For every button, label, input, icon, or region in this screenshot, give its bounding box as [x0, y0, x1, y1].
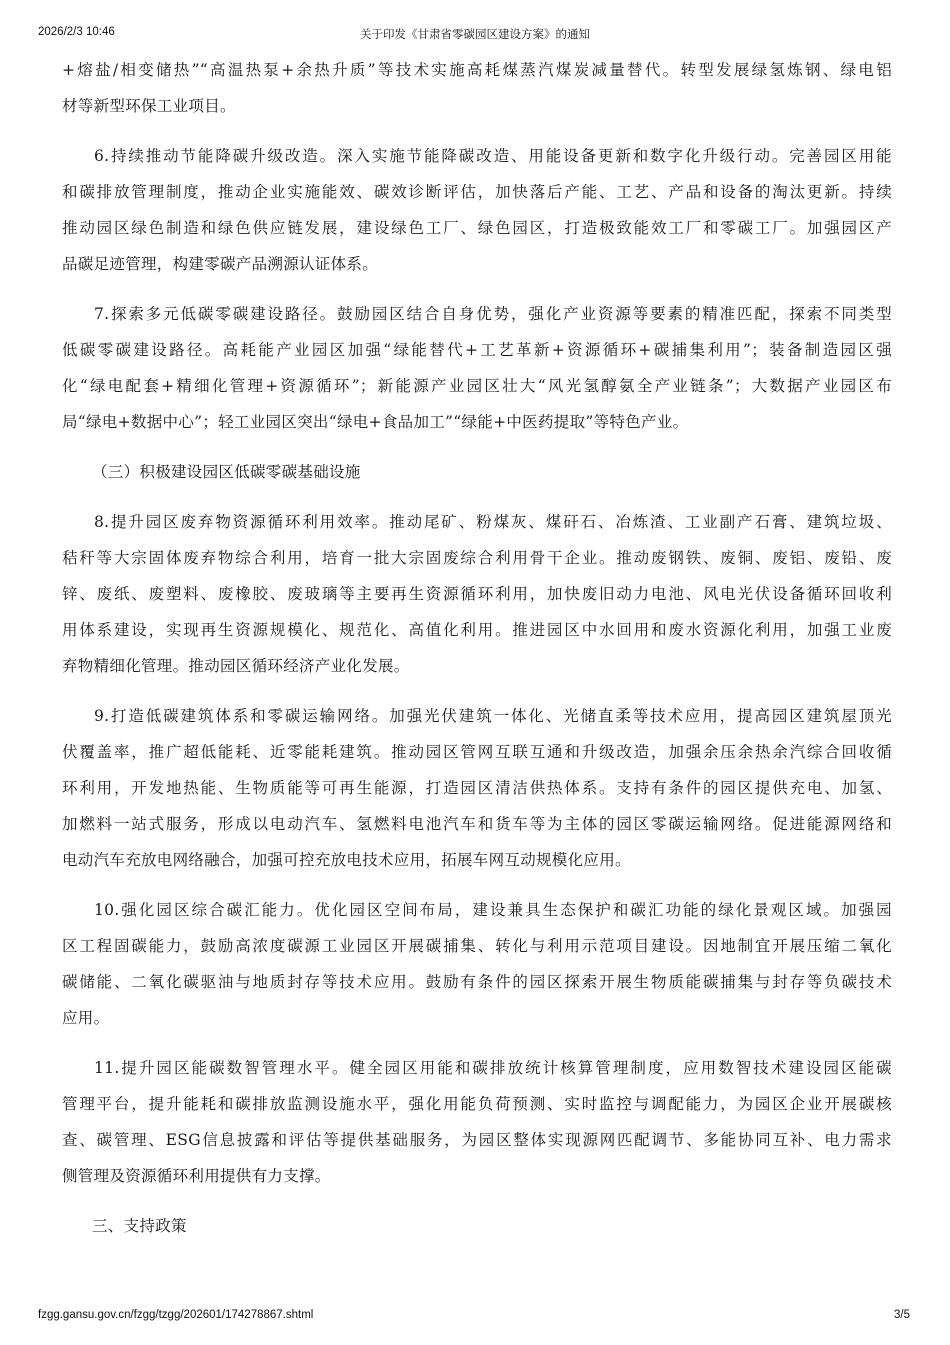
text-line: 环利用，开发地热能、生物质能等可再生能源，打造园区清洁供热体系。支持有条件的园区提供充电、加氢、 — [62, 779, 892, 797]
text-line: 秸秆等大宗固体废弃物综合利用，培育一批大宗固废综合利用骨干企业。推动废钢铁、废铜、废铝、废铅、废 — [62, 549, 892, 567]
text-line: 加燃料一站式服务，形成以电动汽车、氢燃料电池汽车和货车等为主体的园区零碳运输网络。促进能源网络和 — [62, 815, 892, 833]
text-line: 7.探索多元低碳零碳建设路径。鼓励园区结合自身优势，强化产业资源等要素的精准匹配，探索不同类型 — [94, 305, 892, 323]
paragraph-item-6 — [62, 138, 892, 282]
document-body — [62, 52, 892, 1244]
text-line: 弃物精细化管理。推动园区循环经济产业化发展。 — [62, 657, 410, 675]
text-line: 用体系建设，实现再生资源规模化、规范化、高值化利用。推进园区中水回用和废水资源化利用，加强工业废 — [62, 621, 892, 639]
paragraph-item-7 — [62, 296, 892, 440]
text-line: 材等新型环保工业项目。 — [62, 97, 236, 115]
text-line: 低碳零碳建设路径。高耗能产业园区加强“绿能替代+工艺革新+资源循环+碳捕集利用”；装备制造园区强 — [62, 341, 892, 359]
print-header — [0, 26, 950, 42]
text-line: 6.持续推动节能降碳升级改造。深入实施节能降碳改造、用能设备更新和数字化升级行动。完善园区用能 — [94, 147, 892, 165]
text-line: 和碳排放管理制度，推动企业实施能效、碳效诊断评估，加快落后产能、工艺、产品和设备的淘汰更新。持续 — [62, 183, 892, 201]
paragraph-item-8 — [62, 504, 892, 684]
text-line: 9.打造低碳建筑体系和零碳运输网络。加强光伏建筑一体化、光储直柔等技术应用，提高园区建筑屋顶光 — [94, 707, 892, 725]
text-line: 电动汽车充放电网络融合，加强可控充放电技术应用，拓展车网互动规模化应用。 — [62, 851, 631, 869]
text-line: +熔盐/相变储热”“高温热泵+余热升质”等技术实施高耗煤蒸汽煤炭减量替代。转型发展绿氢炼钢、绿电铝 — [62, 61, 892, 79]
paragraph-item-11 — [62, 1050, 892, 1194]
text-line: 锌、废纸、废塑料、废橡胶、废玻璃等主要再生资源循环利用，加快废旧动力电池、风电光伏设备循环回收利 — [62, 585, 892, 603]
text-line: 侧管理及资源循环利用提供有力支撑。 — [62, 1167, 331, 1185]
text-line: 品碳足迹管理，构建零碳产品溯源认证体系。 — [62, 255, 379, 273]
text-line: 应用。 — [62, 1009, 110, 1027]
paragraph-item-9 — [62, 698, 892, 878]
text-line: 11.提升园区能碳数智管理水平。健全园区用能和碳排放统计核算管理制度，应用数智技术建设园区能碳 — [94, 1059, 892, 1077]
print-footer — [0, 1309, 950, 1325]
text-line: 10.强化园区综合碳汇能力。优化园区空间布局，建设兼具生态保护和碳汇功能的绿化景观区域。加强园 — [94, 901, 892, 919]
page-url: fzgg.gansu.gov.cn/fzgg/tzgg/202601/174278867.shtml — [38, 1309, 314, 1321]
text-line: 查、碳管理、ESG信息披露和评估等提供基础服务，为园区整体实现源网匹配调节、多能协同互补、电力需求 — [62, 1131, 892, 1149]
text-line: 管理平台，提升能耗和碳排放监测设施水平，强化用能负荷预测、实时监控与调配能力，为园区企业开展碳核 — [62, 1095, 892, 1113]
text-line: 化“绿电配套+精细化管理+资源循环”；新能源产业园区壮大“风光氢醇氨全产业链条”；大数据产业园区布 — [62, 377, 892, 395]
text-line: 8.提升园区废弃物资源循环利用效率。推动尾矿、粉煤灰、煤矸石、冶炼渣、工业副产石膏、建筑垃圾、 — [94, 513, 892, 531]
text-line: 区工程固碳能力，鼓励高浓度碳源工业园区开展碳捕集、转化与利用示范项目建设。因地制宜开展压缩二氧化 — [62, 937, 892, 955]
page-number: 3/5 — [894, 1309, 910, 1321]
text-line: 推动园区绿色制造和绿色供应链发展，建设绿色工厂、绿色园区，打造极致能效工厂和零碳工厂。加强园区产 — [62, 219, 892, 237]
text-line: 碳储能、二氧化碳驱油与地质封存等技术应用。鼓励有条件的园区探索开展生物质能碳捕集与封存等负碳技术 — [62, 973, 892, 991]
document-title: 关于印发《甘肃省零碳园区建设方案》的通知 — [360, 29, 590, 41]
section-heading-support-policy: 三、支持政策 — [92, 1217, 187, 1235]
text-line: 伏覆盖率，推广超低能耗、近零能耗建筑。推动园区管网互联互通和升级改造，加强余压余热余汽综合回收循 — [62, 743, 892, 761]
print-datetime: 2026/2/3 10:46 — [38, 26, 115, 38]
paragraph-item-10 — [62, 892, 892, 1036]
paragraph-continuation — [62, 52, 892, 124]
section-heading-3: （三）积极建设园区低碳零碳基础设施 — [92, 463, 361, 481]
text-line: 局“绿电+数据中心”；轻工业园区突出“绿电+食品加工”“绿能+中医药提取”等特色产业。 — [62, 413, 689, 431]
